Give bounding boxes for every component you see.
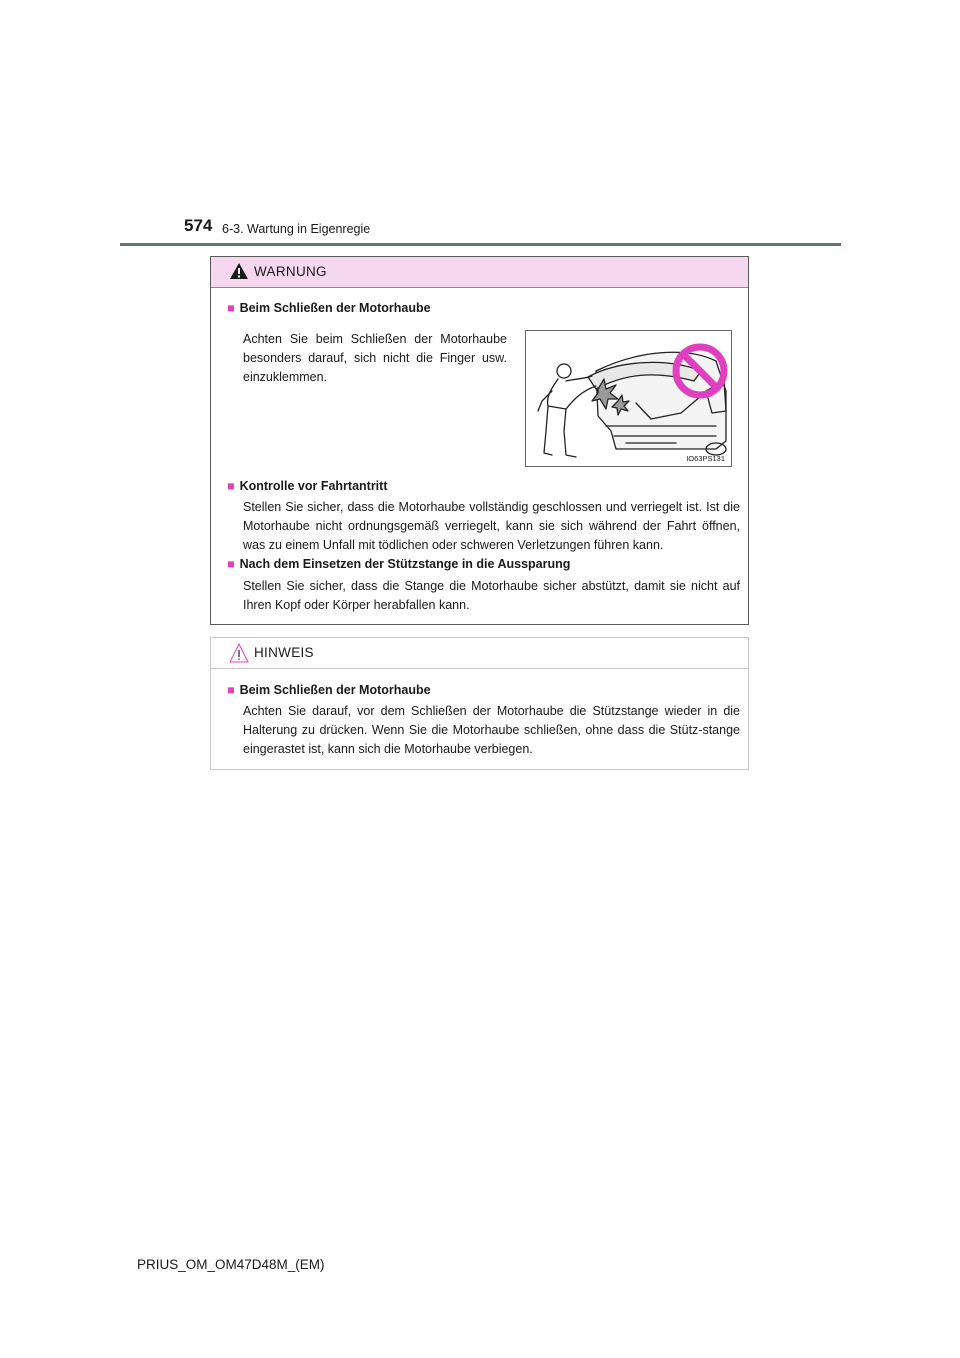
notice-header bbox=[211, 638, 748, 669]
square-bullet-icon: ■ bbox=[227, 683, 235, 697]
section-title: 6-3. Wartung in Eigenregie bbox=[222, 222, 371, 236]
warning-header bbox=[211, 257, 748, 288]
notice-title: HINWEIS bbox=[254, 645, 314, 660]
warning-item-text: Achten Sie beim Schließen der Motorhaube besonders darauf, sich nicht die Finger usw. einzuklemmen. bbox=[243, 332, 507, 384]
page-number: 574 bbox=[184, 216, 213, 235]
header-divider bbox=[120, 243, 841, 246]
figure-code: IO63PS131 bbox=[686, 454, 725, 463]
warning-item-text: Stellen Sie sicher, dass die Stange die Motorhaube sicher abstützt, damit sie nicht auf Ihren Kopf oder Körper herabfallen kann. bbox=[243, 579, 740, 612]
warning-item-text: Stellen Sie sicher, dass die Motorhaube vollständig geschlossen und verriegelt ist. Ist die Motorhaube nicht ordnungsgemäß verriegelt, kann sie sich während der Fahrt öffnen, was zu einem Unfall mit tödlichen oder schweren Verletzungen führen kann. bbox=[243, 500, 740, 552]
warning-item-heading: ■ Nach dem Einsetzen der Stützstange in die Aussparung bbox=[227, 557, 571, 571]
square-bullet-icon: ■ bbox=[227, 479, 235, 493]
hood-closing-illustration bbox=[525, 330, 732, 467]
notice-item-text: Achten Sie darauf, vor dem Schließen der Motorhaube die Stützstange wieder in die Halterung zu drücken. Wenn Sie die Motorhaube schließen, ohne dass die Stütz-stange eingerastet ist, kann sich die Motorhaube verbiegen. bbox=[243, 704, 740, 756]
car-hood-person-icon bbox=[526, 331, 731, 466]
warning-item-heading: ■ Kontrolle vor Fahrtantritt bbox=[227, 479, 388, 493]
notice-triangle-icon bbox=[229, 643, 249, 663]
warning-item-heading: ■ Beim Schließen der Motorhaube bbox=[227, 301, 431, 315]
document-code: PRIUS_OM_OM47D48M_(EM) bbox=[137, 1257, 325, 1272]
notice-item-heading: ■ Beim Schließen der Motorhaube bbox=[227, 683, 431, 697]
warning-box bbox=[210, 256, 749, 625]
warning-title: WARNUNG bbox=[254, 264, 327, 279]
square-bullet-icon: ■ bbox=[227, 557, 235, 571]
warning-triangle-icon bbox=[229, 262, 249, 280]
square-bullet-icon: ■ bbox=[227, 301, 235, 315]
notice-box bbox=[210, 637, 749, 770]
